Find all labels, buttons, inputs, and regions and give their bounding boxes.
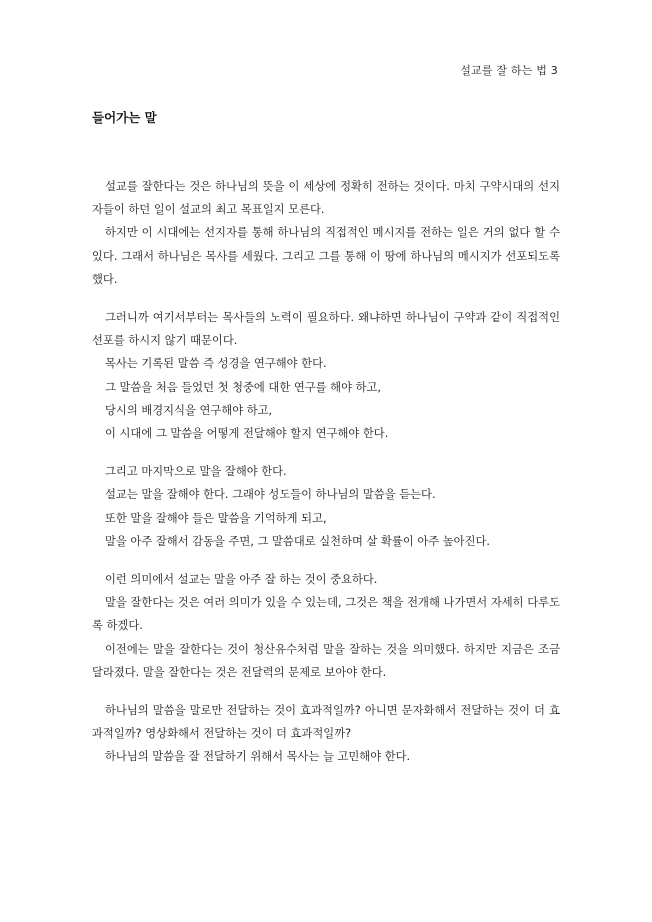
body-text (92, 175, 560, 769)
paragraph: 이 시대에 그 말씀을 어떻게 전달해야 할지 연구해야 한다. (105, 427, 389, 441)
running-header: 설교를 잘 하는 법 3 (460, 64, 558, 77)
paragraph: 그 말씀을 처음 들었던 첫 청중에 대한 연구를 해야 하고, (105, 380, 381, 394)
paragraph: 하나님의 말씀을 말로만 전달하는 것이 효과적일까? 아니면 문자화해서 전달하는 것이 더 효과적일까? 영상화해서 전달하는 것이 더 효과적일까? (92, 704, 560, 741)
paragraph: 또한 말을 잘해야 들은 말씀을 기억하게 되고, (105, 511, 327, 525)
paragraph: 하지만 이 시대에는 선지자를 통해 하나님의 직접적인 메시지를 전하는 일은 거의 없다 할 수 있다. 그래서 하나님은 목사를 세웠다. 그리고 그를 통해 이 땅에 하나님의 메시지가 선포되도록 했다. (92, 226, 560, 286)
paragraph: 그러니까 여기서부터는 목사들의 노력이 필요하다. 왜냐하면 하나님이 구약과 같이 직접적인 선포를 하시지 않기 때문이다. (92, 311, 560, 348)
paragraph: 말을 잘한다는 것은 여러 의미가 있을 수 있는데, 그것은 책을 전개해 나가면서 자세히 다루도록 하겠다. (92, 596, 560, 633)
paragraph: 당시의 배경지식을 연구해야 하고, (105, 403, 273, 417)
paragraph: 설교를 잘한다는 것은 하나님의 뜻을 이 세상에 정확히 전하는 것이다. 마치 구약시대의 선지자들이 하던 일이 설교의 최고 목표일지 모른다. (92, 180, 560, 217)
paragraph: 그리고 마지막으로 말을 잘해야 한다. (105, 465, 287, 479)
section-title: 들어가는 말 (92, 110, 157, 125)
paragraph: 이런 의미에서 설교는 말을 아주 잘 하는 것이 중요하다. (105, 573, 378, 587)
paragraph: 말을 아주 잘해서 감동을 주면, 그 말씀대로 실천하며 살 확률이 아주 높아진다. (105, 534, 490, 548)
paragraph: 목사는 기록된 말씀 즉 성경을 연구해야 한다. (105, 357, 327, 371)
paragraph: 하나님의 말씀을 잘 전달하기 위해서 목사는 늘 고민해야 한다. (105, 750, 411, 764)
paragraph: 설교는 말을 잘해야 한다. 그래야 성도들이 하나님의 말씀을 듣는다. (105, 488, 436, 502)
paragraph: 이전에는 말을 잘한다는 것이 청산유수처럼 말을 잘하는 것을 의미했다. 하지만 지금은 조금 달라졌다. 말을 잘한다는 것은 전달력의 문제로 보아야 한다. (92, 642, 560, 679)
